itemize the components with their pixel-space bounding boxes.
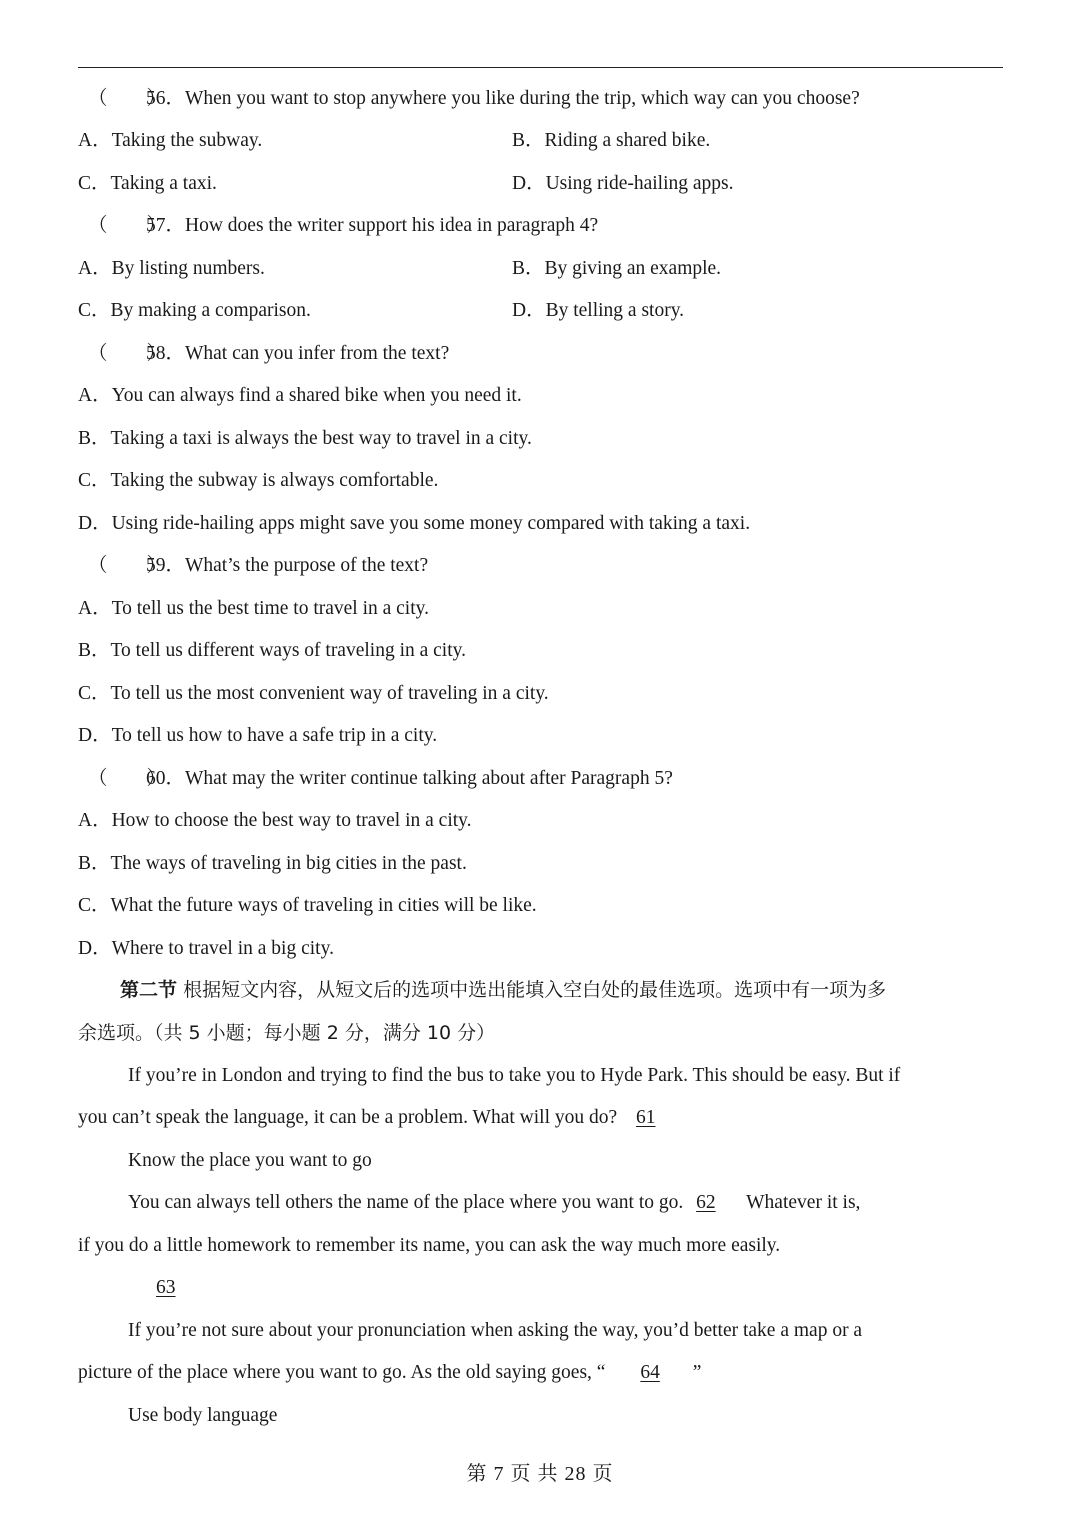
answer-paren[interactable]: （ ） <box>88 88 167 109</box>
passage-p3-line2 <box>78 1360 701 1386</box>
option-c: C．Taking the subway is always comfortable. <box>78 470 439 491</box>
option-b: B．Riding a shared bike. <box>512 130 711 151</box>
blank-64[interactable]: 64 <box>640 1362 660 1383</box>
passage-p1-line1: If you’re in London and trying to find the bus to take you to Hyde Park. This should be easy. But if <box>128 1065 901 1086</box>
question-56 <box>88 86 860 112</box>
option-a: A．Taking the subway. <box>78 130 263 151</box>
question-text: 60．What may the writer continue talking about after Paragraph 5? <box>146 768 673 789</box>
passage-text: You can always tell others the name of the place where you want to go. <box>128 1192 684 1213</box>
option-b: B．Taking a taxi is always the best way to travel in a city. <box>78 428 532 449</box>
passage-p2-line1 <box>128 1190 860 1216</box>
section-heading: 第二节 <box>120 979 178 1001</box>
question-text: 56．When you want to stop anywhere you like during the trip, which way can you choose? <box>146 88 860 109</box>
question-58 <box>88 341 449 367</box>
blank-61[interactable]: 61 <box>636 1107 656 1128</box>
option-a: A．By listing numbers. <box>78 258 265 279</box>
question-59 <box>88 553 428 579</box>
passage-text: you can’t speak the language, it can be a problem. What will you do? <box>78 1107 618 1128</box>
passage-text: Whatever it is, <box>746 1192 861 1213</box>
blank-63[interactable]: 63 <box>156 1277 176 1298</box>
option-d: D．Using ride-hailing apps. <box>512 173 734 194</box>
option-b: B．The ways of traveling in big cities in the past. <box>78 853 467 874</box>
answer-paren[interactable]: （ ） <box>88 215 167 236</box>
option-a: A．How to choose the best way to travel in a city. <box>78 810 472 831</box>
option-a: A．You can always find a shared bike when you need it. <box>78 385 522 406</box>
passage-p1-line2 <box>78 1105 680 1131</box>
option-d: D．To tell us how to have a safe trip in a city. <box>78 725 438 746</box>
answer-paren[interactable]: （ ） <box>88 555 167 576</box>
top-rule <box>78 67 1003 68</box>
option-d: D．By telling a story. <box>512 300 685 321</box>
option-c: C．To tell us the most convenient way of traveling in a city. <box>78 683 549 704</box>
passage-p2-line2: if you do a little homework to remember its name, you can ask the way much more easily. <box>78 1235 781 1256</box>
section-instruction <box>120 977 886 1003</box>
question-text: 58．What can you infer from the text? <box>146 343 450 364</box>
subheading-body-language: Use body language <box>128 1405 278 1426</box>
option-a: A．To tell us the best time to travel in a city. <box>78 598 429 619</box>
page-footer: 第 7 页 共 28 页 <box>466 1463 614 1485</box>
passage-text: picture of the place where you want to go. As the old saying goes, “ <box>78 1362 606 1383</box>
answer-paren[interactable]: （ ） <box>88 343 167 364</box>
question-57 <box>88 213 598 239</box>
subheading-know-place: Know the place you want to go <box>128 1150 372 1171</box>
question-text: 59．What’s the purpose of the text? <box>146 555 429 576</box>
option-d: D．Where to travel in a big city. <box>78 938 334 959</box>
option-b: B．To tell us different ways of traveling in a city. <box>78 640 467 661</box>
question-text: 57．How does the writer support his idea in paragraph 4? <box>146 215 599 236</box>
option-c: C．What the future ways of traveling in cities will be like. <box>78 895 537 916</box>
instruction-line-1: 根据短文内容，从短文后的选项中选出能填入空白处的最佳选项。选项中有一项为多 <box>183 979 887 1001</box>
blank-63-line <box>128 1275 218 1301</box>
instruction-line-2: 余选项。（共 5 小题；每小题 2 分，满分 10 分） <box>78 1022 496 1044</box>
passage-p3-line1: If you’re not sure about your pronunciation when asking the way, you’d better take a map or a <box>128 1320 863 1341</box>
question-60 <box>88 766 673 792</box>
option-c: C．By making a comparison. <box>78 300 311 321</box>
blank-62[interactable]: 62 <box>696 1192 716 1213</box>
option-d: D．Using ride-hailing apps might save you some money compared with taking a taxi. <box>78 513 751 534</box>
option-c: C．Taking a taxi. <box>78 173 217 194</box>
option-b: B．By giving an example. <box>512 258 722 279</box>
passage-text: ” <box>692 1362 702 1383</box>
answer-paren[interactable]: （ ） <box>88 768 167 789</box>
